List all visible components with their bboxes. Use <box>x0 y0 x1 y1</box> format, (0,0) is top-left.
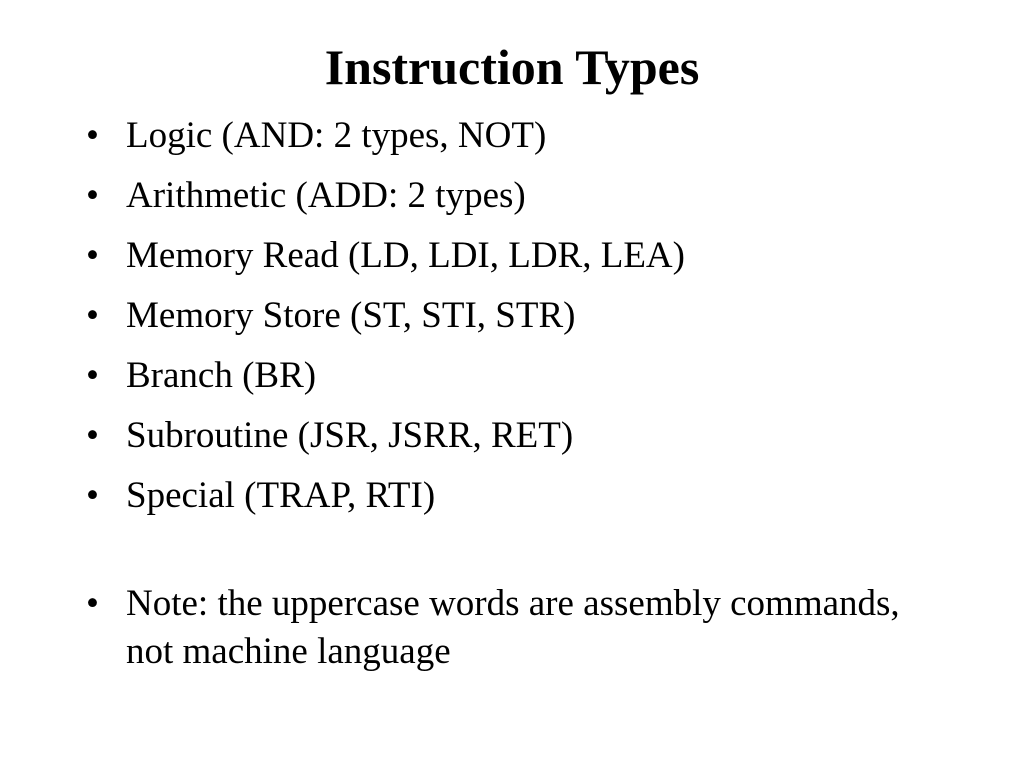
bullet-item-branch <box>84 352 944 400</box>
bullet-icon: • <box>86 415 99 456</box>
bullet-text: Memory Read (LD, LDI, LDR, LEA) <box>126 235 685 276</box>
bullet-text: Subroutine (JSR, JSRR, RET) <box>126 415 574 456</box>
bullet-item-logic <box>84 112 944 160</box>
bullet-icon: • <box>86 295 99 336</box>
bullet-item-special <box>84 472 944 520</box>
bullet-icon: • <box>86 355 99 396</box>
bullet-item-note <box>84 580 944 676</box>
bullet-list <box>84 112 944 688</box>
bullet-text: Arithmetic (ADD: 2 types) <box>126 175 526 216</box>
bullet-text: Special (TRAP, RTI) <box>126 475 436 516</box>
bullet-item-subroutine <box>84 412 944 460</box>
slide-title: Instruction Types <box>324 39 700 95</box>
bullet-icon: • <box>86 175 99 216</box>
bullet-icon: • <box>86 115 99 156</box>
bullet-icon: • <box>86 583 99 624</box>
bullet-item-memory-store <box>84 292 944 340</box>
bullet-text: Logic (AND: 2 types, NOT) <box>126 115 547 156</box>
bullet-item-arithmetic <box>84 172 944 220</box>
bullet-text: Memory Store (ST, STI, STR) <box>126 295 576 336</box>
bullet-icon: • <box>86 475 99 516</box>
bullet-icon: • <box>86 235 99 276</box>
bullet-text: Branch (BR) <box>126 355 317 396</box>
note-text: Note: the uppercase words are assembly commands, not machine language <box>126 583 900 672</box>
bullet-item-memory-read <box>84 232 944 280</box>
